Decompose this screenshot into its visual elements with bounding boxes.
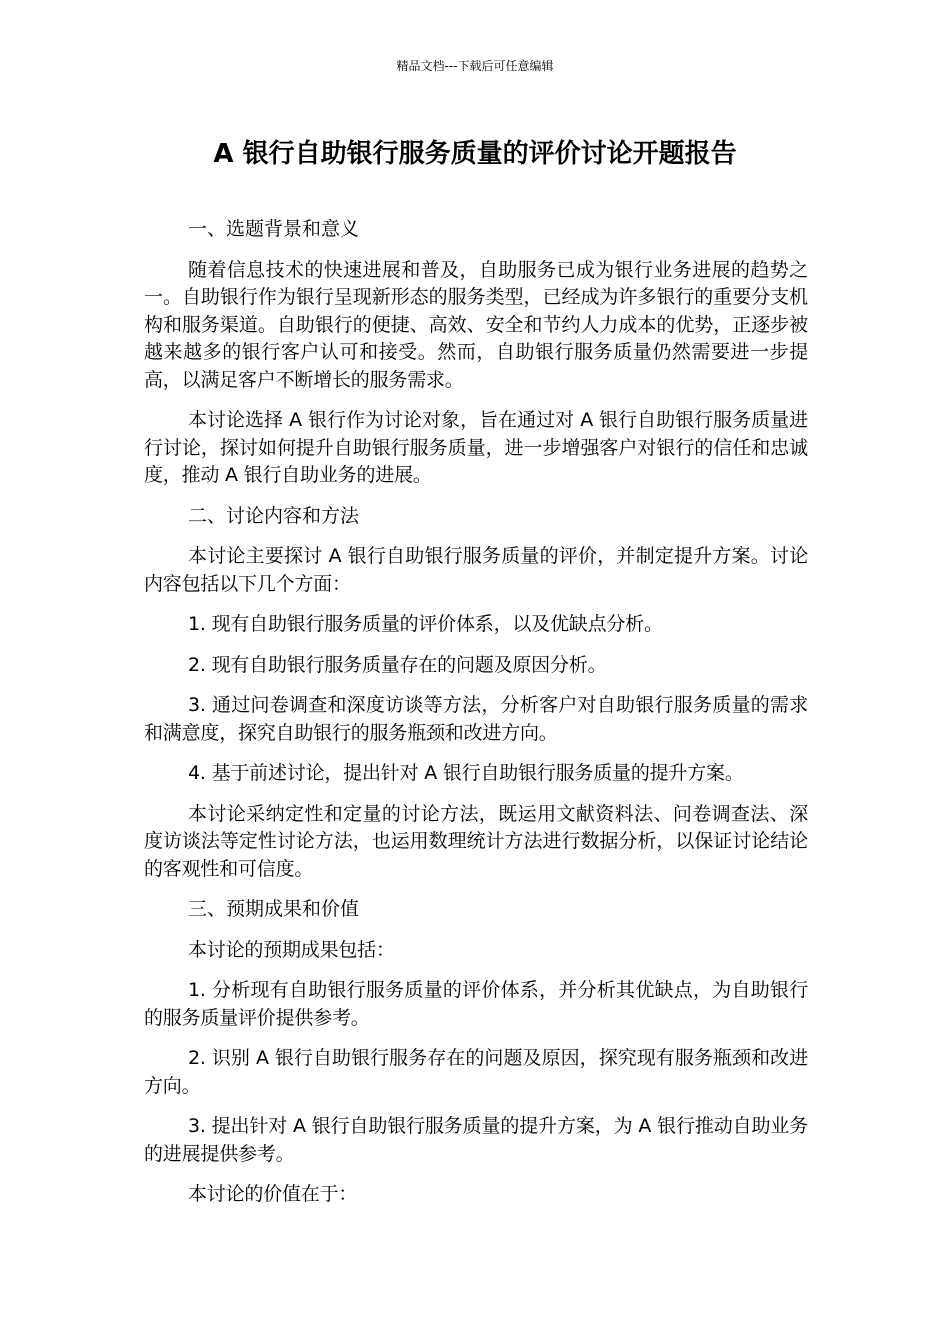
section-heading-3: 三、预期成果和价值 [188,898,360,920]
paragraph: 本讨论的价值在于： [188,1183,358,1205]
page-title: A 银行自助银行服务质量的评价讨论开题报告 [213,139,737,169]
paragraph: 本讨论采纳定性和定量的讨论方法，既运用文献资料法、问卷调查法、深度访谈法等定性讨论方法，也运用数理统计方法进行数据分析，以保证讨论结论的客观性和可信度。 [144,802,808,880]
document-body [144,216,808,1222]
section-heading-1: 一、选题背景和意义 [188,218,360,240]
header-note: 精品文档---下载后可任意编辑 [396,59,554,73]
paragraph: 随着信息技术的快速进展和普及，自助服务已成为银行业务进展的趋势之一。自助银行作为银行呈现新形态的服务类型，已经成为许多银行的重要分支机构和服务渠道。自助银行的便捷、高效、安全和节约人力成本的优势，正逐步被越来越多的银行客户认可和接受。然而，自助银行服务质量仍然需要进一步提高，以满足客户不断增长的服务需求。 [144,258,808,391]
list-item: 1. 分析现有自助银行服务质量的评价体系，并分析其优缺点，为自助银行的服务质量评价提供参考。 [144,979,808,1029]
paragraph: 本讨论选择 A 银行作为讨论对象，旨在通过对 A 银行自助银行服务质量进行讨论，探讨如何提升自助银行服务质量，进一步增强客户对银行的信任和忠诚度，推动 A 银行自助业务的进展。 [144,409,808,486]
paragraph: 本讨论主要探讨 A 银行自助银行服务质量的评价，并制定提升方案。讨论内容包括以下几个方面： [144,545,808,595]
list-item: 4. 基于前述讨论，提出针对 A 银行自助银行服务质量的提升方案。 [188,762,744,784]
list-item: 1. 现有自助银行服务质量的评价体系，以及优缺点分析。 [188,613,663,635]
list-item: 2. 识别 A 银行自助银行服务存在的问题及原因，探究现有服务瓶颈和改进方向。 [144,1047,808,1097]
list-item: 3. 通过问卷调查和深度访谈等方法，分析客户对自助银行服务质量的需求和满意度，探究自助银行的服务瓶颈和改进方向。 [144,694,808,744]
section-heading-2: 二、讨论内容和方法 [188,504,360,527]
paragraph: 本讨论的预期成果包括： [188,938,395,961]
list-item: 2. 现有自助银行服务质量存在的问题及原因分析。 [188,653,607,676]
list-item: 3. 提出针对 A 银行自助银行服务质量的提升方案，为 A 银行推动自助业务的进展提供参考。 [144,1115,808,1165]
